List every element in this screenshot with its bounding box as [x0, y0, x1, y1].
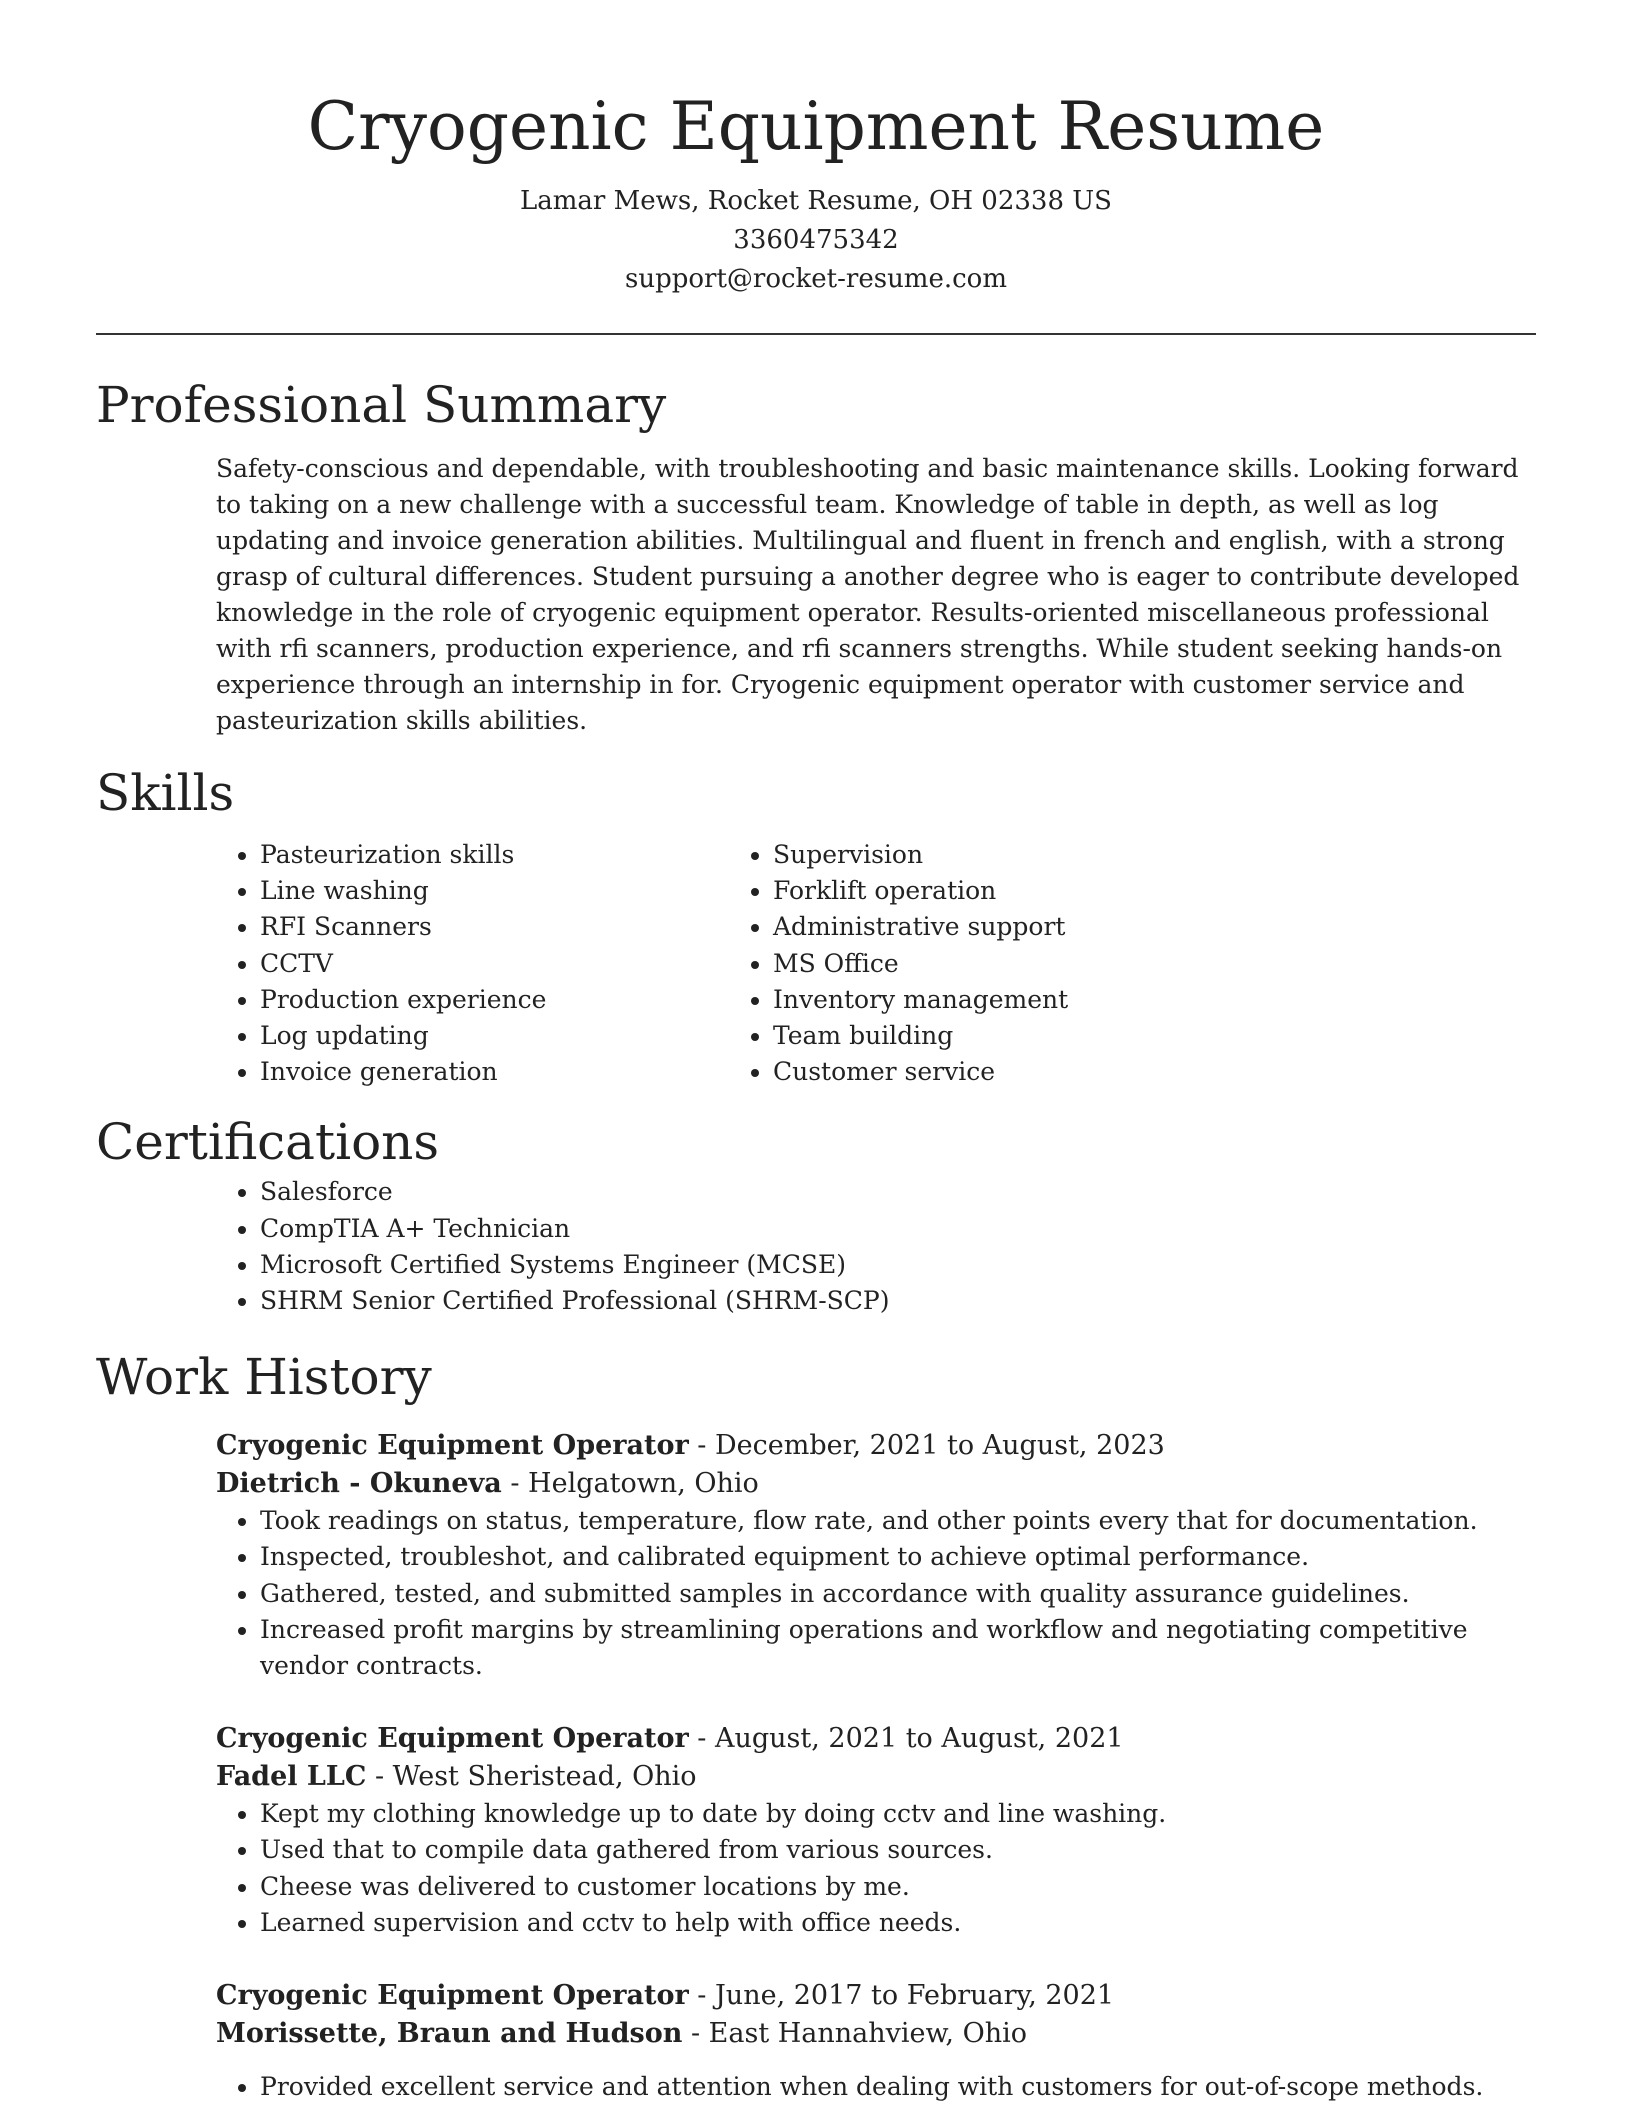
job-bullet: • Kept my clothing knowledge up to date by doing cctv and line washing. — [260, 1796, 1536, 1832]
certification-item: • Microsoft Certified Systems Engineer (MCSE) — [260, 1247, 1536, 1283]
separator: - — [374, 1761, 393, 1793]
separator: - — [697, 1980, 715, 2012]
job-bullet: • Inspected, troubleshot, and calibrated equipment to achieve optimal performance. — [260, 1539, 1536, 1575]
skills-heading: Skills — [96, 764, 235, 822]
job-entry — [216, 1720, 1536, 1941]
skill-item: • Customer service — [773, 1054, 1259, 1090]
separator: - — [697, 1723, 715, 1755]
separator: - — [510, 1468, 529, 1500]
job-company-line — [216, 1758, 1536, 1796]
resume-title: Cryogenic Equipment Resume — [307, 88, 1325, 165]
job-entry — [216, 1427, 1536, 1684]
skills-list-left — [96, 837, 746, 1090]
skills-column-right — [746, 837, 1259, 1090]
skill-item: • Inventory management — [773, 982, 1259, 1018]
skill-item: • Forklift operation — [773, 873, 1259, 909]
job-entry — [216, 1977, 1536, 2105]
job-company: Dietrich - Okuneva — [216, 1468, 502, 1500]
skills-list-right — [746, 837, 1259, 1090]
skills-grid — [96, 837, 1536, 1090]
job-title-line — [216, 1427, 1536, 1465]
job-company: Morissette, Braun and Hudson — [216, 2018, 683, 2050]
job-location: East Hannahview, Ohio — [708, 2018, 1028, 2050]
job-role: Cryogenic Equipment Operator — [216, 1980, 689, 2012]
summary-heading: Professional Summary — [96, 376, 667, 434]
job-role: Cryogenic Equipment Operator — [216, 1430, 689, 1462]
skill-item: • Production experience — [260, 982, 746, 1018]
skill-item: • CCTV — [260, 946, 746, 982]
header-divider — [96, 333, 1536, 335]
job-bullet: • Took readings on status, temperature, flow rate, and other points every that for documentation. — [260, 1503, 1536, 1539]
skills-column-left — [96, 837, 746, 1090]
skill-item: • Administrative support — [773, 909, 1259, 945]
work-history-heading: Work History — [96, 1348, 432, 1407]
job-bullets — [216, 1796, 1536, 1941]
job-bullet: • Cheese was delivered to customer locations by me. — [260, 1869, 1536, 1905]
email: support@rocket-resume.com — [624, 264, 1007, 294]
job-dates: June, 2017 to February, 2021 — [714, 1980, 1115, 2012]
job-dates: August, 2021 to August, 2021 — [714, 1723, 1124, 1755]
job-title-line — [216, 1977, 1536, 2015]
skill-item: • Log updating — [260, 1018, 746, 1054]
job-company: Fadel LLC — [216, 1761, 367, 1793]
job-location: Helgatown, Ohio — [528, 1468, 759, 1500]
job-dates: December, 2021 to August, 2023 — [714, 1430, 1165, 1462]
resume-page — [96, 0, 1536, 2105]
job-bullet: • Learned supervision and cctv to help with office needs. — [260, 1905, 1536, 1941]
job-bullet: • Provided excellent service and attention when dealing with customers for out-of-scope methods. — [260, 2069, 1536, 2105]
skill-item: • MS Office — [773, 946, 1259, 982]
certifications-list — [96, 1174, 1536, 1319]
separator: - — [690, 2018, 709, 2050]
skill-item: • Line washing — [260, 873, 746, 909]
summary-text: Safety-conscious and dependable, with troubleshooting and basic maintenance skills. Looking forward to taking on a new challenge with a successful team. Knowledge of table in depth, as well as log updating and invoice generation abilities. Multilingual and fluent in french and english, with a strong grasp of cultural differences. Student pursuing a another degree who is eager to contribute developed knowledge in the role of cryogenic equipment operator. Results-oriented miscellaneous professional with rfi scanners, production experience, and rfi scanners strengths. While student seeking hands-on experience through an internship in for. Cryogenic equipment operator with customer service and pasteurization skills abilities. — [216, 454, 1520, 735]
certification-item: • SHRM Senior Certified Professional (SHRM-SCP) — [260, 1283, 1536, 1319]
job-bullets — [216, 2069, 1536, 2105]
certifications-heading: Certifications — [96, 1113, 440, 1172]
certification-item: • Salesforce — [260, 1174, 1536, 1210]
separator: - — [697, 1430, 715, 1462]
job-bullet: • Used that to compile data gathered from various sources. — [260, 1832, 1536, 1868]
job-location: West Sheristead, Ohio — [392, 1761, 697, 1793]
resume-header — [96, 0, 1536, 299]
job-bullet: • Gathered, tested, and submitted samples in accordance with quality assurance guidelines. — [260, 1576, 1536, 1612]
skill-item: • Supervision — [773, 837, 1259, 873]
job-bullet: • Increased profit margins by streamlining operations and workflow and negotiating competitive vendor contracts. — [260, 1612, 1536, 1684]
skill-item: • RFI Scanners — [260, 909, 746, 945]
skill-item: • Team building — [773, 1018, 1259, 1054]
phone: 3360475342 — [733, 225, 899, 255]
job-role: Cryogenic Equipment Operator — [216, 1723, 689, 1755]
job-bullets — [216, 1503, 1536, 1684]
job-company-line — [216, 1465, 1536, 1503]
contact-info — [96, 182, 1536, 299]
job-title-line — [216, 1720, 1536, 1758]
job-company-line — [216, 2015, 1536, 2053]
skill-item: • Invoice generation — [260, 1054, 746, 1090]
certification-item: • CompTIA A+ Technician — [260, 1211, 1536, 1247]
address: Lamar Mews, Rocket Resume, OH 02338 US — [520, 186, 1112, 216]
skill-item: • Pasteurization skills — [260, 837, 746, 873]
